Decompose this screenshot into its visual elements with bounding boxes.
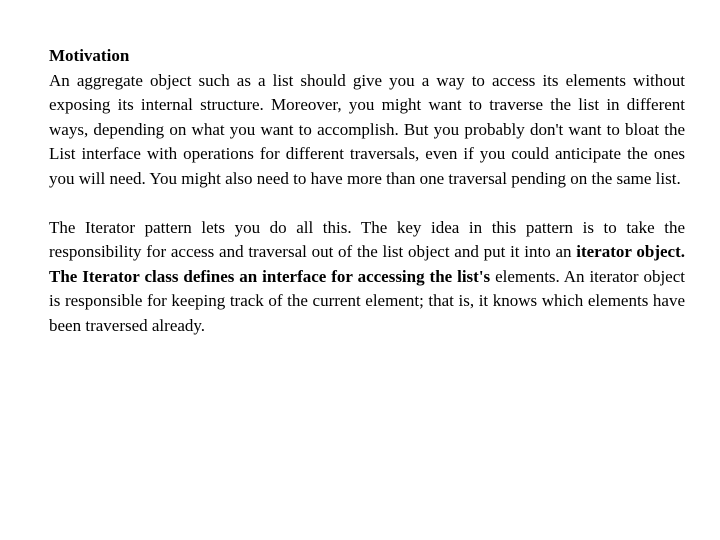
paragraph-iterator-pattern (49, 216, 685, 339)
heading-motivation: Motivation (49, 46, 130, 65)
paragraph-iterator-bold-text: iterator object. The Iterator class defines an interface for accessing the list's (49, 242, 685, 286)
paragraph-motivation: An aggregate object such as a list should give you a way to access its elements without exposing its internal structure. Moreover, you might want to traverse the list in different ways, depending on what you want to accomplish. But you probably don't want to bloat the List interface with operations for different traversals, even if you could anticipate the ones you will need. You might also need to have more than one traversal pending on the same list. (49, 70, 685, 188)
document-body (49, 44, 685, 338)
paragraph-iterator-text-end: elements. An iterator object is responsible for keeping track of the current element; that is, it knows which elements have been traversed already. (49, 266, 685, 335)
paragraph-iterator-text-start: The Iterator pattern lets you do all this. The key idea in this pattern is to take the responsibility for access and traversal out of the list object and put it into an (49, 217, 685, 261)
